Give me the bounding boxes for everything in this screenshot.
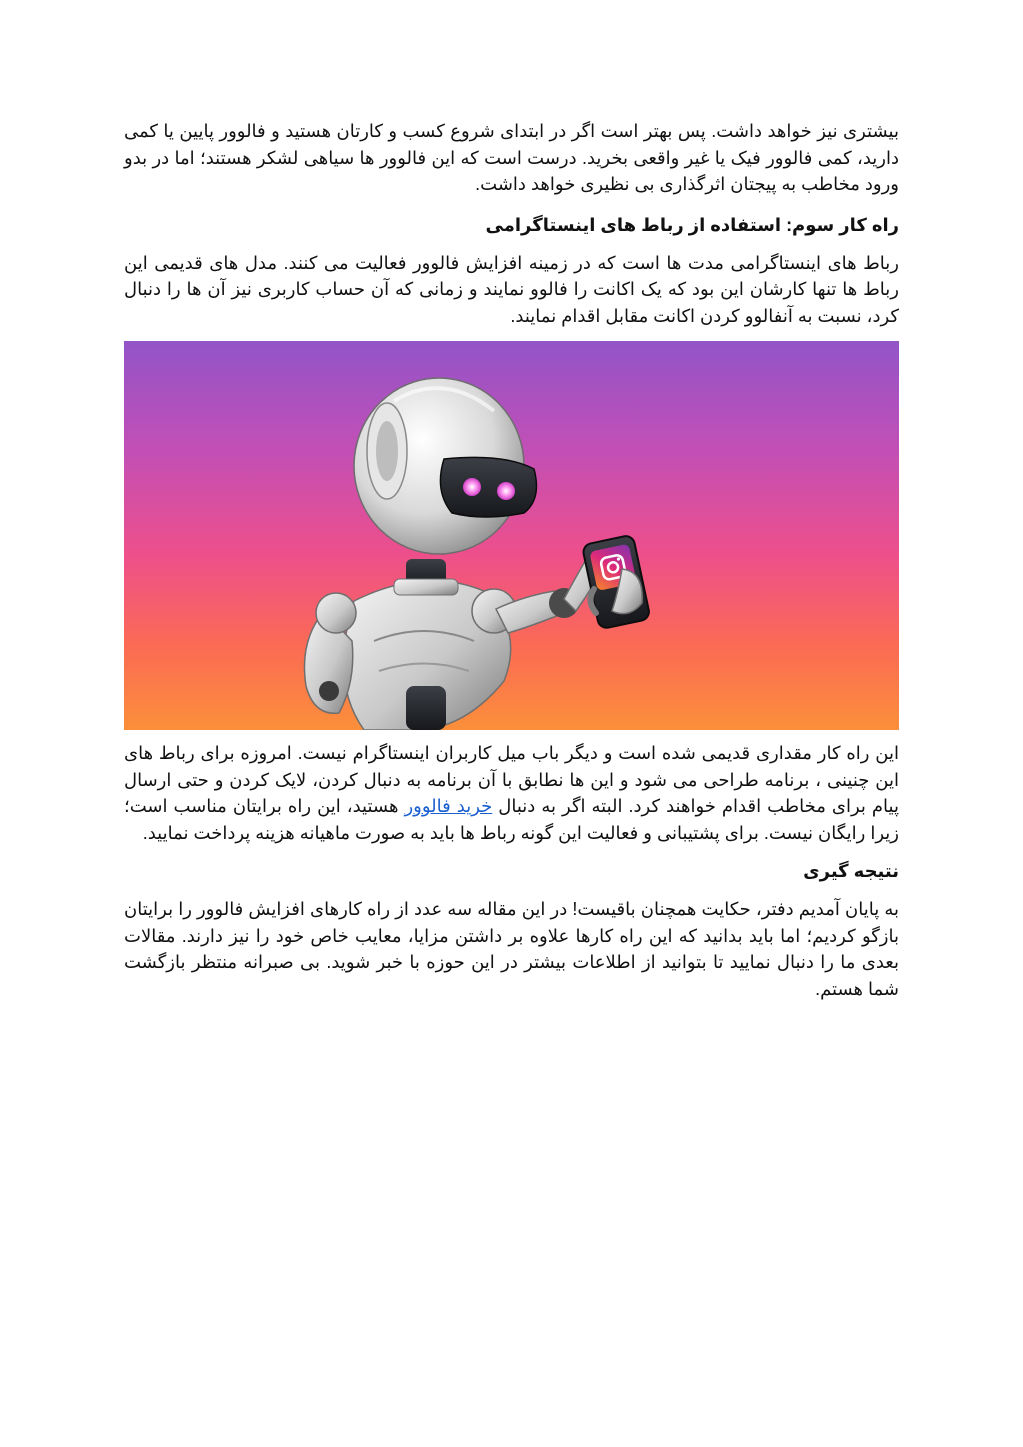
section3-paragraph: رباط های اینستاگرامی مدت ها است که در زمینه افزایش فالوور فعالیت می کنند. مدل های قدیمی این رباط ها تنها کارشان این بود که یک اکانت را فالوو نمایند و زمانی که آن حساب کاربری نیز آن ها را دنبال کرد، نسبت به آنفالوو کردن اکانت مقابل اقدام نمایند. [124, 252, 899, 326]
document-page [124, 118, 899, 1002]
buy-follower-link[interactable]: خرید فالوور [404, 796, 493, 816]
robot-image [124, 341, 899, 730]
followup-text-after-link: هستید، این راه برایتان مناسب است؛ زیرا رایگان نیست. برای پشتیبانی و فعالیت این گونه رباط ها باید به صورت ماهیانه هزینه پرداخت نمایید. [124, 796, 899, 843]
section3-heading: راه کار سوم: استفاده از رباط های اینستاگرامی [485, 214, 899, 235]
intro-paragraph: بیشتری نیز خواهد داشت. پس بهتر است اگر در ابتدای شروع کسب و کارتان هستید و فالوور پایین یا کمی دارید، کمی فالوور فیک یا غیر واقعی بخرید. درست است که این فالوور ها سیاهی لشکر هستند؛ اما در بدو ورود مخاطب به پیجتان اثرگذاری بی نظیری خواهد داشت. [124, 121, 900, 194]
section3-followup-paragraph [124, 740, 899, 846]
conclusion-heading: نتیجه گیری [803, 861, 899, 881]
followup-text-before-link: این راه کار مقداری قدیمی شده است و دیگر باب میل کاربران اینستاگرام نیست. امروزه برای رباط های این چنینی ، برنامه طراحی می شود و این ها نطابق با آن برنامه به دنبال کردن، لایک کردن و حتی ارسال پیام برای مخاطب اقدام خواهند کرد. البته اگر به دنبال [124, 743, 899, 816]
conclusion-paragraph: به پایان آمدیم دفتر، حکایت همچنان باقیست! در این مقاله سه عدد از راه کارهای افزایش فالوور را برایتان بازگو کردیم؛ اما باید بدانید که این راه کارها علاوه بر داشتن مزایا، معایب خاص خود را نیز دارند. مقالات بعدی ما را دنبال نمایید تا بتوانید از اطلاعات بیشتر در این حوزه با خبر شوید. بی صبرانه منتظر بازگشت شما هستم. [124, 899, 899, 999]
robot-holding-phone-icon [124, 341, 899, 730]
